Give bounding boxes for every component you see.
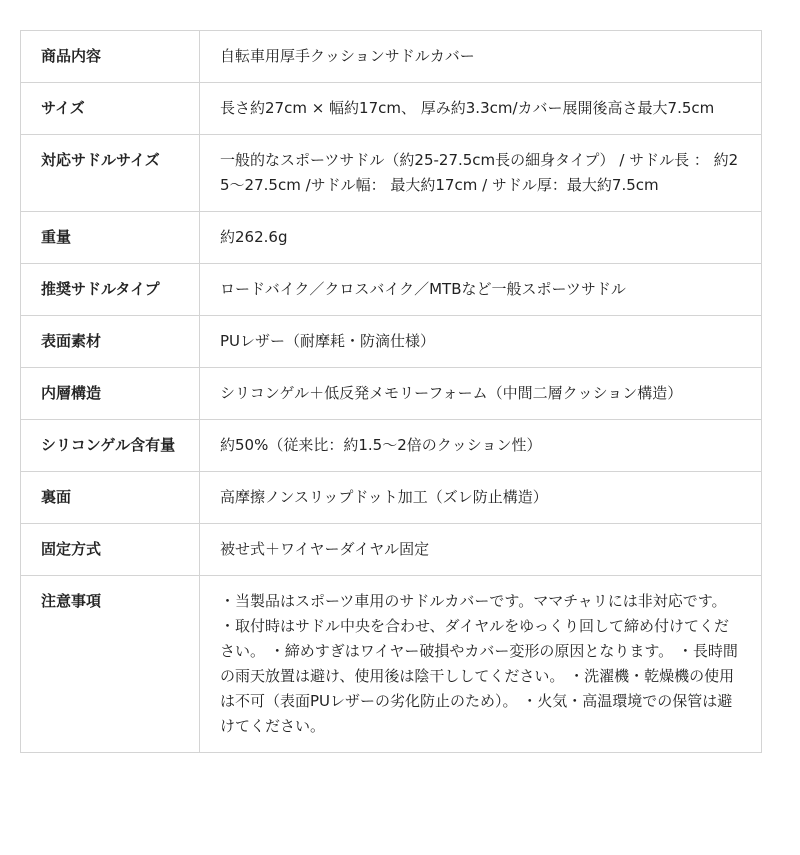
spec-row-back-side [21,472,762,524]
spec-value: 自転車用厚手クッションサドルカバー [200,31,762,83]
spec-value: 高摩擦ノンスリップドット加工（ズレ防止構造） [200,472,762,524]
spec-label: サイズ [21,83,200,135]
spec-value: 長さ約27cm × 幅約17cm、 厚み約3.3cm/カバー展開後高さ最大7.5cm [200,83,762,135]
spec-table [20,30,762,753]
spec-label: 対応サドルサイズ [21,135,200,212]
spec-label: 表面素材 [21,316,200,368]
spec-value: シリコンゲル＋低反発メモリーフォーム（中間二層クッション構造） [200,368,762,420]
spec-row-gel-content [21,420,762,472]
spec-value: PUレザー（耐摩耗・防滴仕様） [200,316,762,368]
spec-label: 商品内容 [21,31,200,83]
spec-row-inner-structure [21,368,762,420]
spec-value: ・当製品はスポーツ車用のサドルカバーです。ママチャリには非対応です。 ・取付時はサドル中央を合わせ、ダイヤルをゆっくり回して締め付けてください。 ・締めすぎはワイヤー破損やカバー変形の原因となります。 ・長時間の雨天放置は避け、使用後は陰干ししてください。 ・洗濯機・乾燥機の使用は不可（表面PUレザーの劣化防止のため）。 ・火気・高温環境での保管は避けてください。 [200,576,762,753]
spec-label: 内層構造 [21,368,200,420]
spec-label: 固定方式 [21,524,200,576]
spec-row-compatible-saddle-size [21,135,762,212]
spec-label: シリコンゲル含有量 [21,420,200,472]
spec-label: 推奨サドルタイプ [21,264,200,316]
spec-value: ロードバイク／クロスバイク／MTBなど一般スポーツサドル [200,264,762,316]
spec-row-fixing-method [21,524,762,576]
spec-row-contents [21,31,762,83]
spec-label: 裏面 [21,472,200,524]
spec-value: 被せ式＋ワイヤーダイヤル固定 [200,524,762,576]
spec-value: 約50%（従来比：約1.5〜2倍のクッション性） [200,420,762,472]
spec-label: 注意事項 [21,576,200,753]
spec-label: 重量 [21,212,200,264]
spec-value: 約262.6g [200,212,762,264]
spec-row-recommended-saddle-type [21,264,762,316]
spec-row-size [21,83,762,135]
spec-value: 一般的なスポーツサドル（約25-27.5cm長の細身タイプ） / サドル長 ： 約25〜27.5cm /サドル幅： 最大約17cm / サドル厚：最大約7.5cm [200,135,762,212]
spec-row-surface-material [21,316,762,368]
spec-row-notes [21,576,762,753]
spec-row-weight [21,212,762,264]
